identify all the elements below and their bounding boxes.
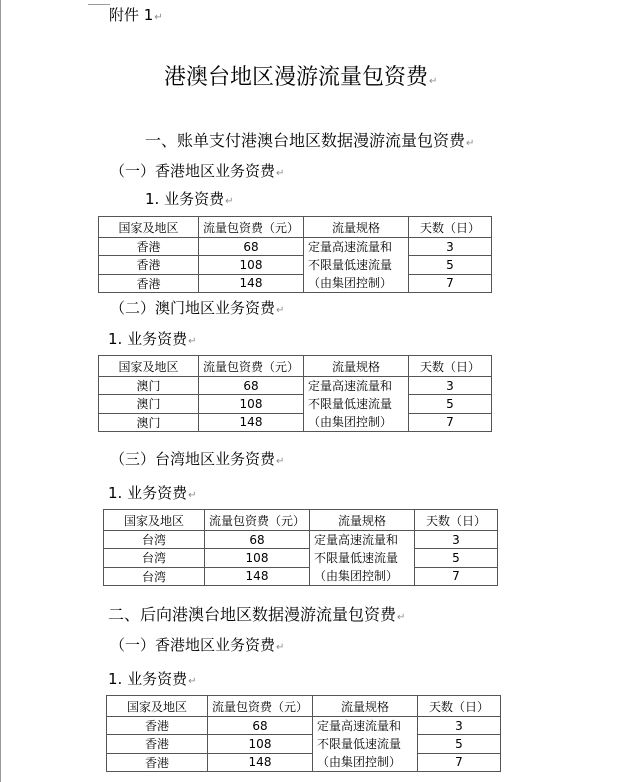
cell-days: 3 (409, 238, 492, 256)
cell-days: 3 (409, 377, 492, 395)
cell-days: 5 (409, 395, 492, 413)
cell-days: 5 (409, 256, 492, 274)
cell-price: 148 (208, 753, 313, 771)
cell-price: 148 (199, 413, 304, 431)
header-price: 流量包资费（元） (205, 510, 310, 531)
cell-region: 香港 (99, 238, 199, 256)
page-margin-line (0, 0, 1, 782)
header-price: 流量包资费（元） (199, 356, 304, 377)
cell-price: 148 (199, 274, 304, 292)
fee-table-3 (103, 509, 498, 586)
table-row (104, 567, 498, 585)
cell-days: 7 (415, 567, 498, 585)
cell-spec: 定量高速流量和 不限量低速流量 （由集团控制） (310, 531, 415, 586)
fee-table-1 (98, 216, 492, 293)
table-row (104, 549, 498, 567)
header-spec: 流量规格 (313, 696, 418, 717)
cell-days: 7 (409, 413, 492, 431)
table-row (99, 256, 492, 274)
cell-region: 澳门 (99, 413, 199, 431)
section1-hk-heading: （一）香港地区业务资费↵ (110, 162, 285, 180)
cell-region: 香港 (99, 274, 199, 292)
table-row (99, 395, 492, 413)
section2-hk-heading: （一）香港地区业务资费↵ (110, 636, 285, 654)
cell-spec: 定量高速流量和 不限量低速流量 （由集团控制） (304, 377, 409, 432)
cell-days: 5 (418, 735, 501, 753)
cell-spec: 定量高速流量和 不限量低速流量 （由集团控制） (313, 717, 418, 772)
header-days: 天数（日） (418, 696, 501, 717)
section2-heading: 二、后向港澳台地区数据漫游流量包资费↵ (108, 605, 406, 624)
section1-tw-sub: 1. 业务资费↵ (108, 484, 197, 502)
cell-region: 香港 (107, 753, 208, 771)
header-price: 流量包资费（元） (208, 696, 313, 717)
attachment-label: 附件 1↵ (109, 6, 163, 24)
cell-days: 7 (418, 753, 501, 771)
table-row (107, 735, 501, 753)
table-row (99, 377, 492, 395)
cell-region: 香港 (107, 717, 208, 735)
cell-region: 台湾 (104, 567, 205, 585)
cell-price: 108 (199, 395, 304, 413)
section1-heading: 一、账单支付港澳台地区数据漫游流量包资费↵ (145, 131, 475, 150)
cell-price: 108 (199, 256, 304, 274)
header-days: 天数（日） (409, 217, 492, 238)
page-title: 港澳台地区漫游流量包资费↵ (164, 65, 438, 90)
cell-price: 148 (205, 567, 310, 585)
cell-price: 68 (199, 238, 304, 256)
header-region: 国家及地区 (107, 696, 208, 717)
section1-mo-sub: 1. 业务资费↵ (108, 330, 197, 348)
crop-mark (88, 4, 110, 5)
header-region: 国家及地区 (99, 356, 199, 377)
cell-region: 澳门 (99, 377, 199, 395)
cell-price: 68 (205, 531, 310, 549)
header-days: 天数（日） (409, 356, 492, 377)
cell-days: 3 (418, 717, 501, 735)
section2-hk-sub: 1. 业务资费↵ (108, 670, 197, 688)
section1-hk-sub: 1. 业务资费↵ (145, 190, 234, 208)
header-region: 国家及地区 (104, 510, 205, 531)
table-row (99, 274, 492, 292)
table-row (99, 413, 492, 431)
header-days: 天数（日） (415, 510, 498, 531)
cell-region: 台湾 (104, 531, 205, 549)
cell-spec: 定量高速流量和 不限量低速流量 （由集团控制） (304, 238, 409, 293)
cell-region: 台湾 (104, 549, 205, 567)
table-row (104, 531, 498, 549)
cell-price: 68 (208, 717, 313, 735)
section1-mo-heading: （二）澳门地区业务资费↵ (110, 299, 285, 317)
header-region: 国家及地区 (99, 217, 199, 238)
table-row (107, 717, 501, 735)
cell-price: 108 (208, 735, 313, 753)
cell-days: 7 (409, 274, 492, 292)
header-spec: 流量规格 (304, 217, 409, 238)
section1-tw-heading: （三）台湾地区业务资费↵ (110, 450, 285, 468)
header-price: 流量包资费（元） (199, 217, 304, 238)
fee-table-2 (98, 355, 492, 432)
cell-region: 澳门 (99, 395, 199, 413)
cell-price: 108 (205, 549, 310, 567)
cell-region: 香港 (99, 256, 199, 274)
cell-days: 3 (415, 531, 498, 549)
table-row (107, 753, 501, 771)
cell-days: 5 (415, 549, 498, 567)
table-row (99, 238, 492, 256)
cell-price: 68 (199, 377, 304, 395)
header-spec: 流量规格 (304, 356, 409, 377)
cell-region: 香港 (107, 735, 208, 753)
fee-table-4 (106, 695, 501, 772)
header-spec: 流量规格 (310, 510, 415, 531)
